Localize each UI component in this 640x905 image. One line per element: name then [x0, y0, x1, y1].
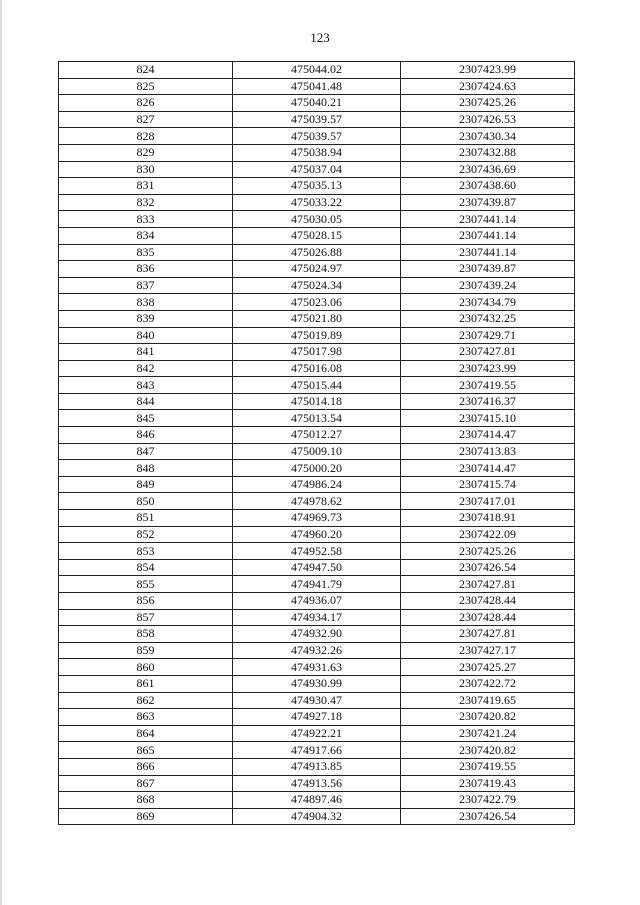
y-coordinate-cell: 2307439.87: [401, 194, 575, 211]
table-row: [59, 808, 575, 825]
table-row: [59, 360, 575, 377]
x-coordinate-cell: 475012.27: [233, 427, 401, 444]
y-coordinate-cell: 2307434.79: [401, 294, 575, 311]
x-coordinate-cell: 474932.26: [233, 642, 401, 659]
x-coordinate-cell: 475041.48: [233, 78, 401, 95]
point-number-cell: 833: [59, 211, 233, 228]
y-coordinate-cell: 2307426.54: [401, 808, 575, 825]
x-coordinate-cell: 475024.34: [233, 277, 401, 294]
y-coordinate-cell: 2307427.17: [401, 642, 575, 659]
table-row: [59, 111, 575, 128]
point-number-cell: 858: [59, 626, 233, 643]
table-row: [59, 758, 575, 775]
point-number-cell: 843: [59, 377, 233, 394]
table-row: [59, 493, 575, 510]
table-row: [59, 377, 575, 394]
y-coordinate-cell: 2307420.82: [401, 742, 575, 759]
point-number-cell: 846: [59, 427, 233, 444]
point-number-cell: 832: [59, 194, 233, 211]
table-row: [59, 410, 575, 427]
point-number-cell: 849: [59, 476, 233, 493]
point-number-cell: 863: [59, 709, 233, 726]
point-number-cell: 864: [59, 725, 233, 742]
x-coordinate-cell: 475023.06: [233, 294, 401, 311]
point-number-cell: 835: [59, 244, 233, 261]
y-coordinate-cell: 2307427.81: [401, 576, 575, 593]
x-coordinate-cell: 475013.54: [233, 410, 401, 427]
table-row: [59, 327, 575, 344]
y-coordinate-cell: 2307420.82: [401, 709, 575, 726]
y-coordinate-cell: 2307427.81: [401, 344, 575, 361]
table-row: [59, 227, 575, 244]
point-number-cell: 826: [59, 95, 233, 112]
page-number: 123: [310, 30, 330, 45]
point-number-cell: 852: [59, 526, 233, 543]
table-row: [59, 692, 575, 709]
y-coordinate-cell: 2307416.37: [401, 393, 575, 410]
y-coordinate-cell: 2307417.01: [401, 493, 575, 510]
y-coordinate-cell: 2307439.87: [401, 261, 575, 278]
point-number-cell: 868: [59, 792, 233, 809]
table-row: [59, 476, 575, 493]
point-number-cell: 837: [59, 277, 233, 294]
point-number-cell: 830: [59, 161, 233, 178]
page-edge: [0, 0, 2, 905]
y-coordinate-cell: 2307414.47: [401, 427, 575, 444]
y-coordinate-cell: 2307432.88: [401, 144, 575, 161]
y-coordinate-cell: 2307419.55: [401, 758, 575, 775]
point-number-cell: 855: [59, 576, 233, 593]
point-number-cell: 847: [59, 443, 233, 460]
table-row: [59, 526, 575, 543]
y-coordinate-cell: 2307430.34: [401, 128, 575, 145]
x-coordinate-cell: 474930.47: [233, 692, 401, 709]
point-number-cell: 851: [59, 510, 233, 527]
table-row: [59, 161, 575, 178]
table-row: [59, 443, 575, 460]
table-row: [59, 576, 575, 593]
table-row: [59, 742, 575, 759]
x-coordinate-cell: 475037.04: [233, 161, 401, 178]
y-coordinate-cell: 2307425.26: [401, 95, 575, 112]
table-row: [59, 128, 575, 145]
point-number-cell: 862: [59, 692, 233, 709]
x-coordinate-cell: 475000.20: [233, 460, 401, 477]
table-row: [59, 659, 575, 676]
point-number-cell: 844: [59, 393, 233, 410]
point-number-cell: 850: [59, 493, 233, 510]
table-row: [59, 559, 575, 576]
point-number-cell: 845: [59, 410, 233, 427]
y-coordinate-cell: 2307415.10: [401, 410, 575, 427]
table-row: [59, 642, 575, 659]
y-coordinate-cell: 2307419.43: [401, 775, 575, 792]
x-coordinate-cell: 475016.08: [233, 360, 401, 377]
x-coordinate-cell: 474932.90: [233, 626, 401, 643]
point-number-cell: 856: [59, 593, 233, 610]
point-number-cell: 828: [59, 128, 233, 145]
y-coordinate-cell: 2307441.14: [401, 227, 575, 244]
point-number-cell: 857: [59, 609, 233, 626]
x-coordinate-cell: 475021.80: [233, 310, 401, 327]
y-coordinate-cell: 2307419.65: [401, 692, 575, 709]
table-row: [59, 277, 575, 294]
y-coordinate-cell: 2307425.27: [401, 659, 575, 676]
x-coordinate-cell: 474927.18: [233, 709, 401, 726]
table-row: [59, 709, 575, 726]
table-row: [59, 344, 575, 361]
x-coordinate-cell: 474952.58: [233, 543, 401, 560]
x-coordinate-cell: 475019.89: [233, 327, 401, 344]
point-number-cell: 859: [59, 642, 233, 659]
y-coordinate-cell: 2307423.99: [401, 360, 575, 377]
x-coordinate-cell: 474960.20: [233, 526, 401, 543]
y-coordinate-cell: 2307422.79: [401, 792, 575, 809]
y-coordinate-cell: 2307418.91: [401, 510, 575, 527]
y-coordinate-cell: 2307426.54: [401, 559, 575, 576]
x-coordinate-cell: 474913.56: [233, 775, 401, 792]
y-coordinate-cell: 2307432.25: [401, 310, 575, 327]
x-coordinate-cell: 475009.10: [233, 443, 401, 460]
y-coordinate-cell: 2307427.81: [401, 626, 575, 643]
point-number-cell: 840: [59, 327, 233, 344]
table-row: [59, 675, 575, 692]
y-coordinate-cell: 2307415.74: [401, 476, 575, 493]
y-coordinate-cell: 2307428.44: [401, 593, 575, 610]
point-number-cell: 831: [59, 178, 233, 195]
x-coordinate-cell: 475044.02: [233, 62, 401, 79]
x-coordinate-cell: 474917.66: [233, 742, 401, 759]
table-row: [59, 294, 575, 311]
x-coordinate-cell: 474934.17: [233, 609, 401, 626]
table-row: [59, 427, 575, 444]
y-coordinate-cell: 2307426.53: [401, 111, 575, 128]
y-coordinate-cell: 2307436.69: [401, 161, 575, 178]
point-number-cell: 834: [59, 227, 233, 244]
y-coordinate-cell: 2307421.24: [401, 725, 575, 742]
x-coordinate-cell: 474913.85: [233, 758, 401, 775]
y-coordinate-cell: 2307441.14: [401, 211, 575, 228]
x-coordinate-cell: 475039.57: [233, 111, 401, 128]
x-coordinate-cell: 475028.15: [233, 227, 401, 244]
table-row: [59, 460, 575, 477]
y-coordinate-cell: 2307424.63: [401, 78, 575, 95]
x-coordinate-cell: 475039.57: [233, 128, 401, 145]
table-row: [59, 178, 575, 195]
x-coordinate-cell: 475024.97: [233, 261, 401, 278]
point-number-cell: 836: [59, 261, 233, 278]
point-number-cell: 866: [59, 758, 233, 775]
table-row: [59, 244, 575, 261]
table-row: [59, 609, 575, 626]
y-coordinate-cell: 2307428.44: [401, 609, 575, 626]
y-coordinate-cell: 2307425.26: [401, 543, 575, 560]
point-number-cell: 848: [59, 460, 233, 477]
x-coordinate-cell: 474922.21: [233, 725, 401, 742]
x-coordinate-cell: 474986.24: [233, 476, 401, 493]
table-row: [59, 593, 575, 610]
table-row: [59, 62, 575, 79]
point-number-cell: 842: [59, 360, 233, 377]
x-coordinate-cell: 475017.98: [233, 344, 401, 361]
coordinate-table: [58, 61, 575, 825]
y-coordinate-cell: 2307438.60: [401, 178, 575, 195]
table-row: [59, 725, 575, 742]
table-row: [59, 510, 575, 527]
point-number-cell: 825: [59, 78, 233, 95]
point-number-cell: 838: [59, 294, 233, 311]
point-number-cell: 865: [59, 742, 233, 759]
x-coordinate-cell: 474936.07: [233, 593, 401, 610]
table-row: [59, 95, 575, 112]
x-coordinate-cell: 475026.88: [233, 244, 401, 261]
y-coordinate-cell: 2307419.55: [401, 377, 575, 394]
point-number-cell: 861: [59, 675, 233, 692]
x-coordinate-cell: 475030.05: [233, 211, 401, 228]
y-coordinate-cell: 2307422.09: [401, 526, 575, 543]
y-coordinate-cell: 2307439.24: [401, 277, 575, 294]
table-row: [59, 626, 575, 643]
table-row: [59, 261, 575, 278]
table-row: [59, 144, 575, 161]
y-coordinate-cell: 2307413.83: [401, 443, 575, 460]
y-coordinate-cell: 2307429.71: [401, 327, 575, 344]
x-coordinate-cell: 475035.13: [233, 178, 401, 195]
x-coordinate-cell: 474978.62: [233, 493, 401, 510]
table-row: [59, 78, 575, 95]
x-coordinate-cell: 474969.73: [233, 510, 401, 527]
x-coordinate-cell: 474904.32: [233, 808, 401, 825]
table-row: [59, 393, 575, 410]
y-coordinate-cell: 2307423.99: [401, 62, 575, 79]
x-coordinate-cell: 475038.94: [233, 144, 401, 161]
x-coordinate-cell: 475033.22: [233, 194, 401, 211]
x-coordinate-cell: 475015.44: [233, 377, 401, 394]
table-row: [59, 792, 575, 809]
table-row: [59, 775, 575, 792]
x-coordinate-cell: 474941.79: [233, 576, 401, 593]
y-coordinate-cell: 2307441.14: [401, 244, 575, 261]
point-number-cell: 839: [59, 310, 233, 327]
table-row: [59, 211, 575, 228]
table-row: [59, 543, 575, 560]
point-number-cell: 867: [59, 775, 233, 792]
x-coordinate-cell: 474931.63: [233, 659, 401, 676]
y-coordinate-cell: 2307414.47: [401, 460, 575, 477]
point-number-cell: 827: [59, 111, 233, 128]
point-number-cell: 853: [59, 543, 233, 560]
y-coordinate-cell: 2307422.72: [401, 675, 575, 692]
point-number-cell: 869: [59, 808, 233, 825]
coordinate-table-body: [59, 62, 575, 825]
x-coordinate-cell: 475014.18: [233, 393, 401, 410]
table-row: [59, 194, 575, 211]
point-number-cell: 860: [59, 659, 233, 676]
table-row: [59, 310, 575, 327]
x-coordinate-cell: 475040.21: [233, 95, 401, 112]
point-number-cell: 824: [59, 62, 233, 79]
point-number-cell: 841: [59, 344, 233, 361]
x-coordinate-cell: 474897.46: [233, 792, 401, 809]
x-coordinate-cell: 474947.50: [233, 559, 401, 576]
point-number-cell: 829: [59, 144, 233, 161]
point-number-cell: 854: [59, 559, 233, 576]
x-coordinate-cell: 474930.99: [233, 675, 401, 692]
